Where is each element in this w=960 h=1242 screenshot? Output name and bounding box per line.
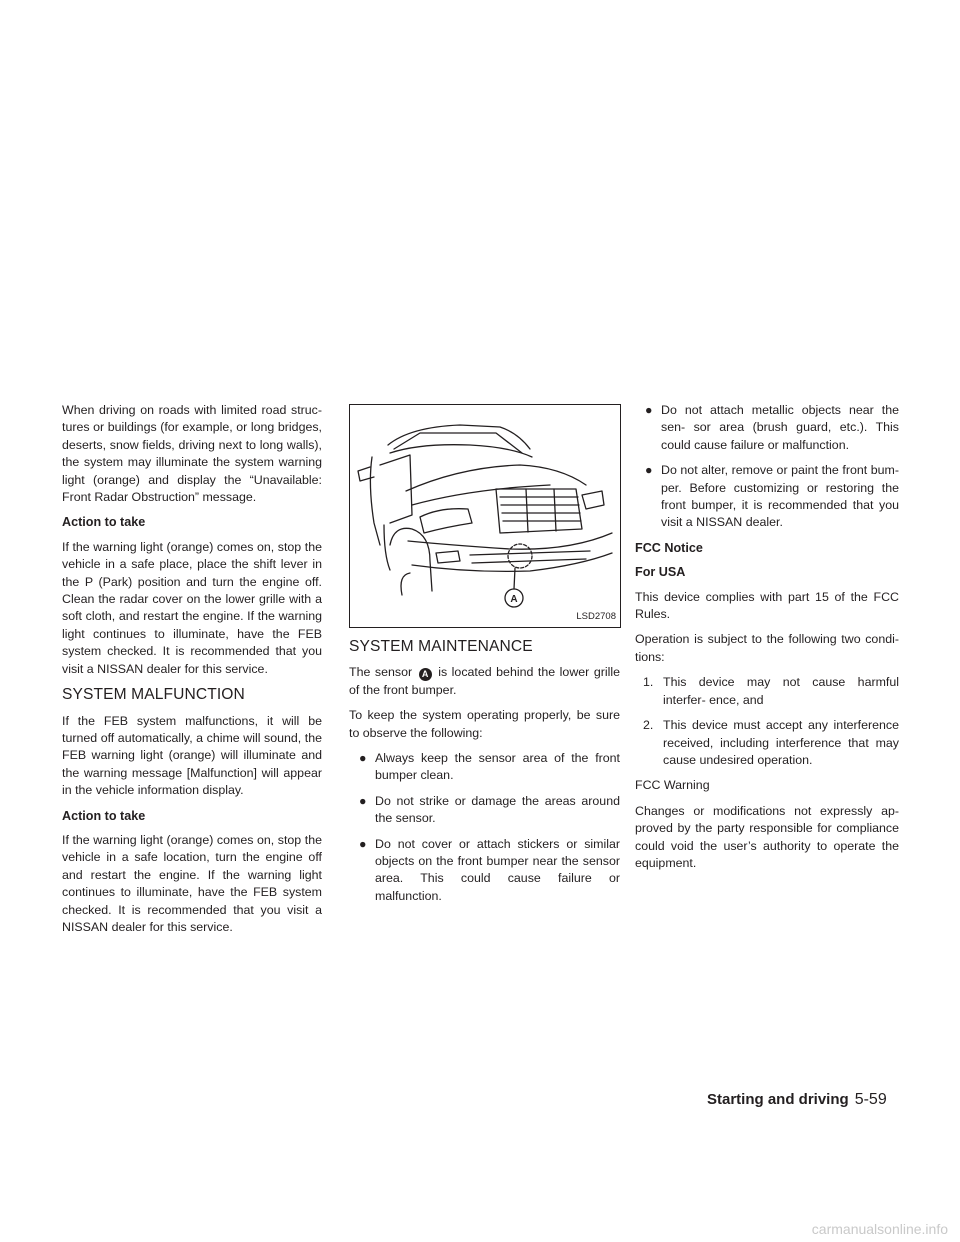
conditions-numbered-list xyxy=(635,674,899,769)
paragraph-limited-road-structures: When driving on roads with limited road struc- tures or buildings (for example, or long bridges, deserts, snow fields, driving next to long walls), the system may illuminate the system warning light (orange) and display the “Unavailable: Front Radar Obstruction” message. xyxy=(62,403,322,505)
heading-for-usa: For USA xyxy=(635,565,686,580)
bullet-icon: ● xyxy=(359,836,367,851)
column-middle xyxy=(349,402,620,913)
heading-fcc-notice: FCC Notice xyxy=(635,540,703,555)
paragraph-sensor-location xyxy=(349,664,620,699)
list-item: ● Always keep the sensor area of the front bumper clean. xyxy=(359,751,620,783)
paragraph-action-2: If the warning light (orange) comes on, stop the vehicle in a safe location, turn the engine off and restart the engine. If the warning light continues to illuminate, have the FEB system checked. It is recommended that you visit a NISSAN dealer for this service. xyxy=(62,832,322,934)
paragraph-malfunction: If the FEB system malfunctions, it will be turned off automatically, a chime will sound, the FEB warning light (orange) will illuminate and the warning message [Malfunction] will appear in the vehicle information display. xyxy=(62,713,322,798)
list-item: ● Do not alter, remove or paint the front bum- per. Before customizing or restoring the front bumper, it is recommended that you visit a NISSAN dealer. xyxy=(645,463,899,530)
figure-code: LSD2708 xyxy=(576,610,616,622)
chapter-title: Starting and driving xyxy=(707,1091,849,1108)
watermark: carmanualsonline.info xyxy=(811,1221,948,1237)
heading-system-malfunction: SYSTEM MALFUNCTION xyxy=(62,686,245,704)
figure-callout-label: A xyxy=(510,594,518,605)
heading-action-to-take-1: Action to take xyxy=(62,515,146,530)
sensor-text-pre: The sensor xyxy=(349,665,413,680)
paragraph-operation-conditions: Operation is subject to the following two condi- tions: xyxy=(635,632,899,664)
paragraph-fcc-warning: FCC Warning xyxy=(635,778,710,793)
paragraph-fcc-complies: This device complies with part 15 of the FCC Rules. xyxy=(635,589,899,622)
page-footer xyxy=(707,1091,887,1109)
list-item: 1. This device may not cause harmful interfer- ence, and xyxy=(643,675,899,707)
list-item: 2. This device must accept any interference received, including interference that may cause undesired operation. xyxy=(643,718,899,767)
paragraph-fcc-changes: Changes or modifications not expressly ap- proved by the party responsible for compliance could void the user’s authority to operate the equipment. xyxy=(635,803,899,870)
heading-action-to-take-2: Action to take xyxy=(62,808,146,823)
page-number: 5-59 xyxy=(854,1091,887,1108)
bullet-icon: ● xyxy=(645,403,653,417)
callout-a-badge: A xyxy=(419,668,432,681)
maintenance-bullet-list xyxy=(349,750,620,905)
list-item: ● Do not strike or damage the areas around the sensor. xyxy=(359,793,620,826)
paragraph-keep-operating: To keep the system operating properly, be sure to observe the following: xyxy=(349,708,620,740)
paragraph-action-1: If the warning light (orange) comes on, stop the vehicle in a safe place, place the shift lever in the P (Park) position and turn the engine off. Clean the radar cover on the lower grille with a soft cloth, and restart the engine. If the warning light continues to illuminate, have the FEB system checked. It is recommended that you visit a NISSAN dealer for this service. xyxy=(62,539,322,676)
bullet-icon: ● xyxy=(359,793,367,808)
vehicle-front-illustration xyxy=(350,405,620,627)
sensor-text-post: is located behind the lower grille of the front bumper. xyxy=(349,665,621,697)
bullet-icon: ● xyxy=(359,751,367,766)
heading-system-maintenance: SYSTEM MAINTENANCE xyxy=(349,638,533,655)
list-item: ● Do not cover or attach stickers or similar objects on the front bumper near the sensor area. This could cause failure or malfunction. xyxy=(359,836,620,903)
bullet-icon: ● xyxy=(645,463,653,478)
list-item: ● Do not attach metallic objects near the sen- sor area (brush guard, etc.). This could cause failure or malfunction. xyxy=(645,403,899,452)
column-right xyxy=(635,402,899,880)
column-left xyxy=(62,402,322,944)
sensor-location-figure xyxy=(349,404,621,628)
maintenance-bullet-list-continued xyxy=(635,402,899,532)
